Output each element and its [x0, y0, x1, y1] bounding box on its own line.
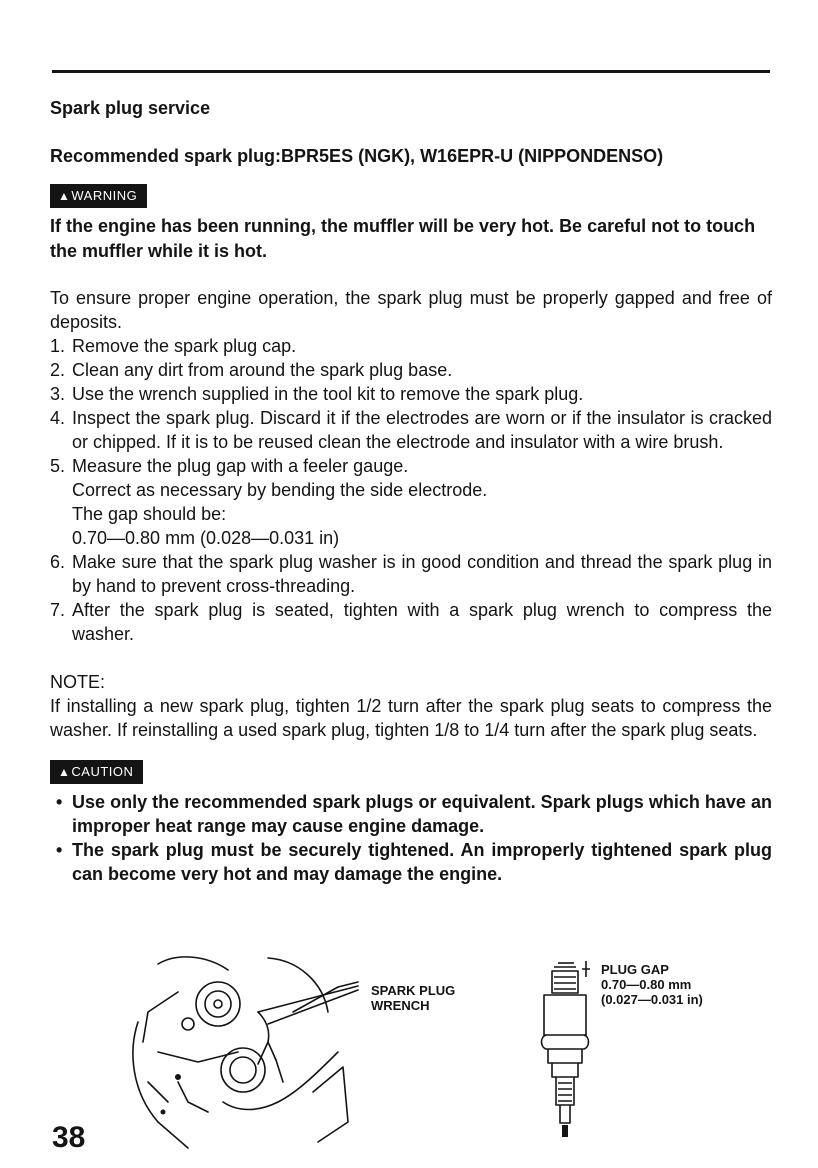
- step-subtext: 0.70—0.80 mm (0.028—0.031 in): [72, 528, 340, 548]
- caution-text: Use only the recommended spark plugs or equivalent. Spark plugs which have an improper heat range may cause engine damage.: [72, 792, 772, 836]
- caution-block: [50, 760, 772, 886]
- step-item: [50, 358, 772, 382]
- caution-list: [50, 790, 772, 886]
- warning-text: If the engine has been running, the muffler will be very hot. Be careful not to touch the muffler while it is hot.: [50, 216, 756, 261]
- caution-text: The spark plug must be securely tightened. An improperly tightened spark plug can become very hot and may damage the engine.: [72, 840, 772, 884]
- note-label: NOTE:: [50, 672, 106, 692]
- step-text: Measure the plug gap with a feeler gauge.: [72, 456, 409, 476]
- step-item: [50, 334, 772, 358]
- step-subtext: Correct as necessary by bending the side electrode.: [72, 480, 488, 500]
- caution-badge: [50, 760, 143, 784]
- plug-gap-label-line: (0.027—0.031 in): [601, 992, 703, 1007]
- bullet-icon: •: [56, 840, 63, 860]
- plug-gap-label: [601, 962, 703, 1007]
- step-item: [50, 550, 772, 598]
- step-text: Inspect the spark plug. Discard it if the electrodes are worn or if the insulator is cracked or chipped. If it is to be reused clean the electrode and insulator with a wire brush.: [72, 408, 772, 452]
- step-subtext: The gap should be:: [72, 504, 227, 524]
- caution-triangle-icon: ▲: [58, 765, 71, 779]
- step-number: 2.: [50, 360, 66, 380]
- service-steps: [50, 334, 772, 646]
- plug-gap-label-line: 0.70—0.80 mm: [601, 977, 692, 992]
- spark-plug-illustration: [530, 955, 600, 1145]
- step-item: [50, 406, 772, 454]
- plug-gap-label-line: PLUG GAP: [601, 962, 669, 977]
- step-number: 3.: [50, 384, 66, 404]
- caution-item: [50, 838, 772, 886]
- step-text: Use the wrench supplied in the tool kit to remove the spark plug.: [72, 384, 584, 404]
- wrench-label-line: SPARK PLUG: [371, 983, 456, 998]
- step-text: Make sure that the spark plug washer is in good condition and thread the spark plug in by hand to prevent cross-threading.: [72, 552, 772, 596]
- intro-paragraph: To ensure proper engine operation, the spark plug must be properly gapped and free of deposits.: [50, 288, 772, 332]
- section-title: Spark plug service: [50, 98, 211, 118]
- step-item: [50, 382, 772, 406]
- recommended-plug: Recommended spark plug:BPR5ES (NGK), W16EPR-U (NIPPONDENSO): [50, 146, 664, 166]
- step-number: 7.: [50, 600, 66, 620]
- warning-badge: [50, 184, 147, 208]
- bullet-icon: •: [56, 792, 63, 812]
- page-content: [50, 96, 772, 886]
- step-text: After the spark plug is seated, tighten with a spark plug wrench to compress the washer.: [72, 600, 772, 644]
- wrench-label-line: WRENCH: [371, 998, 430, 1013]
- caution-badge-label: CAUTION: [71, 764, 134, 779]
- step-number: 4.: [50, 408, 66, 428]
- step-text: Clean any dirt from around the spark plug base.: [72, 360, 453, 380]
- step-item: [50, 598, 772, 646]
- warning-badge-label: WARNING: [71, 188, 138, 203]
- warning-triangle-icon: ▲: [58, 189, 71, 203]
- step-item: [50, 454, 772, 550]
- warning-block: [50, 184, 772, 264]
- step-number: 6.: [50, 552, 66, 572]
- step-number: 1.: [50, 336, 66, 356]
- caution-item: [50, 790, 772, 838]
- wrench-label: [371, 983, 455, 1013]
- top-rule: [52, 70, 770, 73]
- engine-wrench-illustration: [118, 952, 368, 1152]
- step-number: 5.: [50, 456, 66, 476]
- step-text: Remove the spark plug cap.: [72, 336, 297, 356]
- note-text: If installing a new spark plug, tighten 1/2 turn after the spark plug seats to compress the washer. If reinstalling a used spark plug, tighten 1/8 to 1/4 turn after the spark plug seats.: [50, 696, 772, 740]
- page-number: 38: [52, 1121, 86, 1154]
